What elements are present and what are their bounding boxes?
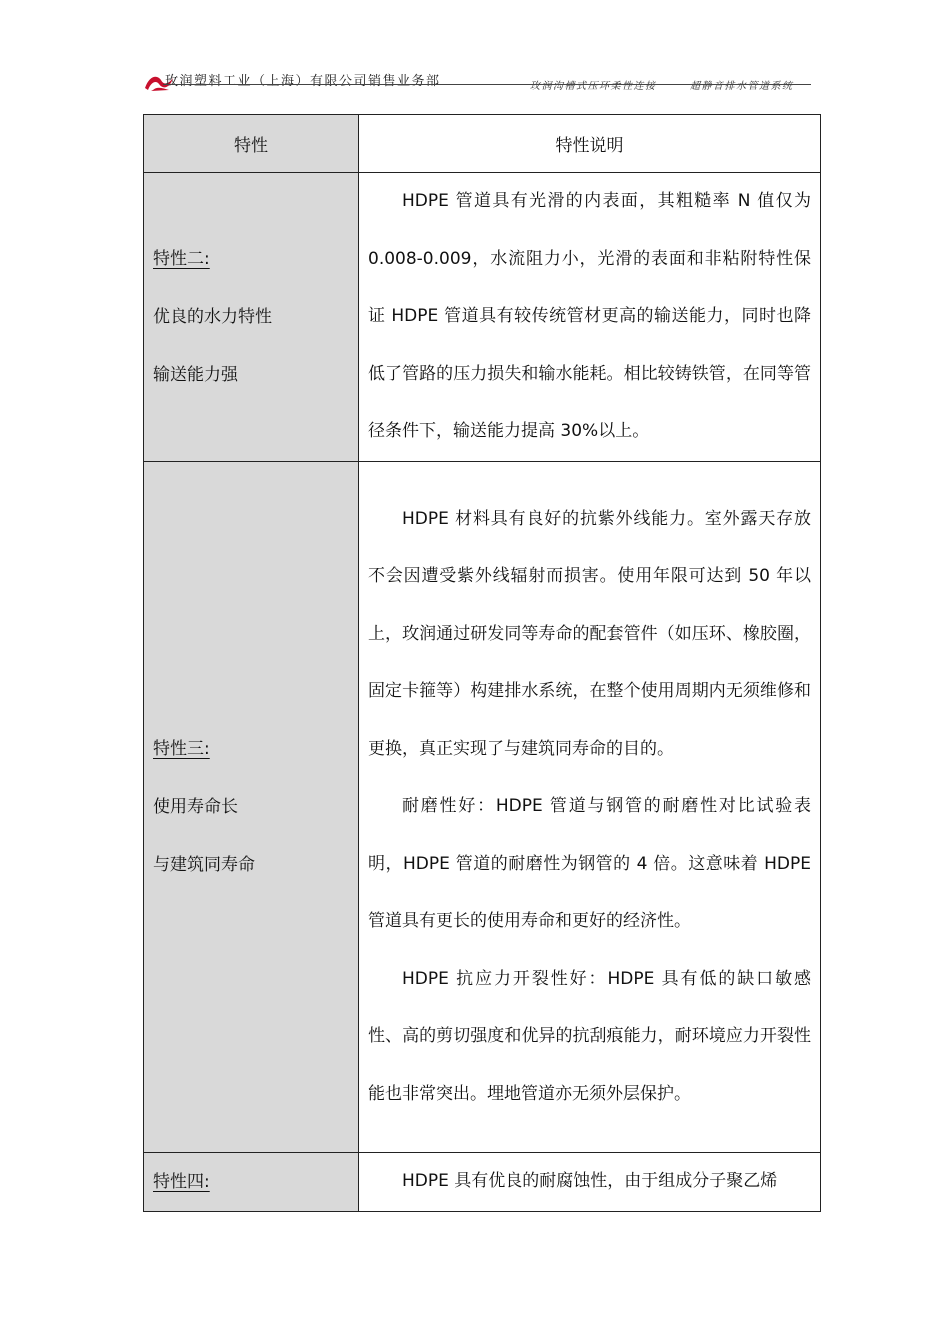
description-cell (359, 173, 821, 462)
description-paragraph: HDPE 具有优良的耐腐蚀性，由于组成分子聚乙烯 (402, 1171, 778, 1192)
description-paragraph: HDPE 抗应力开裂性好：HDPE 具有低的缺口敏感性、高的剪切强度和优异的抗刮痕能力，耐环境应力开裂性能也非常突出。埋地管道亦无须外层保护。 (368, 968, 811, 1104)
feature-cell (144, 462, 359, 1153)
page-header (143, 64, 820, 92)
description-cell (359, 462, 821, 1153)
description-paragraph: 耐磨性好：HDPE 管道与钢管的耐磨性对比试验表明，HDPE 管道的耐磨性为钢管的 4 倍。这意味着 HDPE 管道具有更长的使用寿命和更好的经济性。 (368, 796, 811, 932)
description-cell (359, 1153, 821, 1212)
feature-cell (144, 1153, 359, 1212)
feature-table (143, 114, 821, 1212)
table-row (144, 173, 821, 462)
feature-title: 优良的水力特性 (153, 307, 272, 327)
feature-number: 特性三: (153, 739, 210, 759)
description-paragraph: HDPE 管道具有光滑的内表面，其粗糙率 N 值仅为 0.008-0.009，水流阻力小，光滑的表面和非粘附特性保证 HDPE 管道具有较传统管材更高的输送能力，同时也降低了管路的压力损失和输水能耗。相比较铸铁管，在同等管径条件下，输送能力提高 30%以上。 (368, 191, 811, 442)
table-row (144, 462, 821, 1153)
feature-title: 使用寿命长 (153, 797, 238, 817)
header-divider (163, 84, 811, 85)
company-name: 玫润塑料工业（上海）有限公司销售业务部 (165, 74, 441, 89)
table-header-row (144, 115, 821, 173)
feature-number: 特性四: (153, 1172, 210, 1192)
description-paragraph: HDPE 材料具有良好的抗紫外线能力。室外露天存放不会因遭受紫外线辐射而损害。使用年限可达到 50 年以上，玫润通过研发同等寿命的配套管件（如压环、橡胶圈，固定卡箍等）构建排水系统，在整个使用周期内无须维修和更换，真正实现了与建筑同寿命的目的。 (368, 508, 811, 759)
feature-subtitle: 输送能力强 (153, 365, 238, 385)
feature-cell (144, 173, 359, 462)
header-feature: 特性 (144, 115, 359, 173)
header-description: 特性说明 (359, 115, 821, 173)
feature-number: 特性二: (153, 249, 210, 269)
header-product-line: 玫润沟槽式压环柔性连接 (530, 81, 657, 92)
feature-subtitle: 与建筑同寿命 (153, 855, 255, 875)
table-row (144, 1153, 821, 1212)
header-system-name: 超静音排水管道系统 (690, 81, 794, 92)
